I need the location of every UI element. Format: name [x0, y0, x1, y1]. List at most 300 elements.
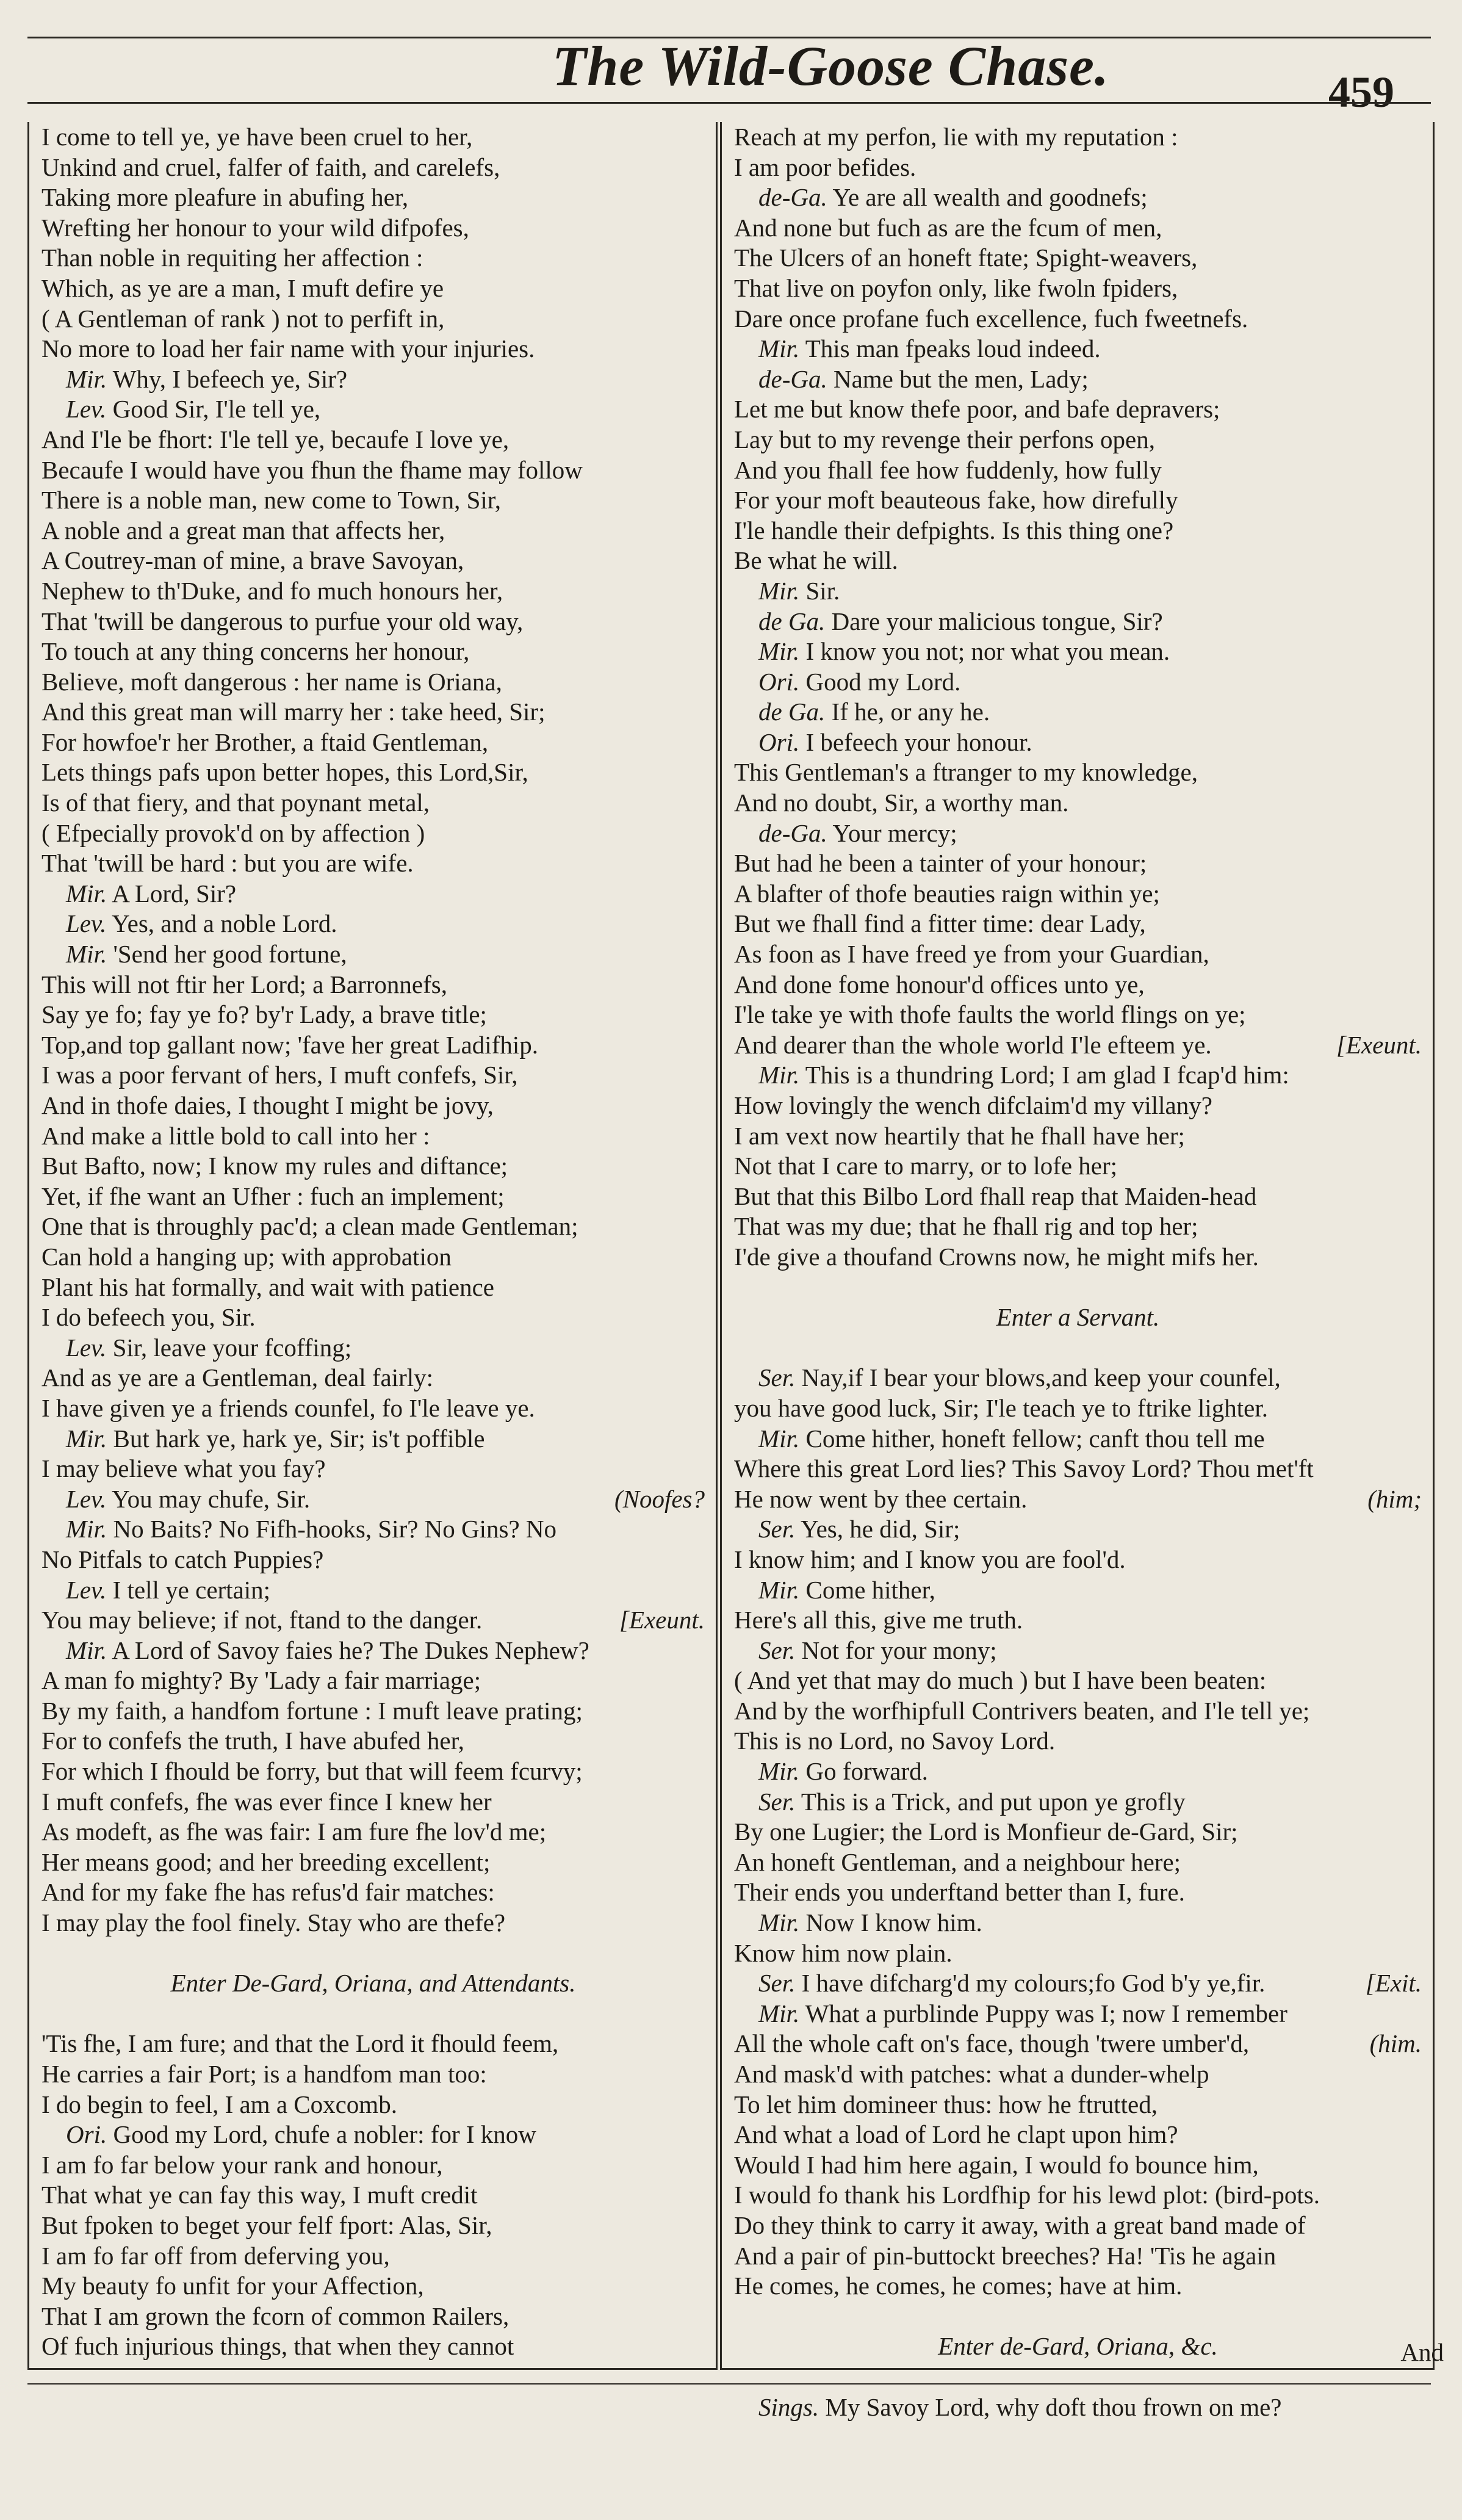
blank-line — [734, 1333, 1422, 1363]
text-line — [734, 1363, 1422, 1393]
stage-direction: Enter De-Gard, Oriana, and Attendants. — [170, 1969, 576, 1998]
speaker-prefix: Mir. — [758, 1061, 800, 1089]
line-text: Nephew to th'Duke, and fo much honours her, — [41, 576, 503, 605]
text-line — [734, 1242, 1422, 1273]
text-line — [734, 1000, 1422, 1030]
text-line — [41, 1121, 705, 1152]
text-line — [41, 2331, 705, 2362]
text-line — [734, 697, 1422, 727]
text-line — [734, 1393, 1422, 1424]
text-line — [734, 1605, 1422, 1636]
line-text: Come hither, — [805, 1575, 935, 1604]
line-text: But we fhall find a fitter time: dear Lady, — [734, 909, 1146, 938]
line-text: Good Sir, I'le tell ye, — [112, 395, 321, 424]
line-text: I have given ye a friends counfel, fo I'le leave ye. — [41, 1393, 535, 1422]
speaker-prefix: Mir. — [758, 1908, 800, 1937]
text-line — [734, 939, 1422, 970]
line-text: I would fo thank his Lordfhip for his lewd plot: (bird-pots. — [734, 2181, 1320, 2209]
running-title: The Wild-Goose Chase. — [552, 35, 1109, 97]
text-line — [734, 1454, 1422, 1484]
text-line — [41, 607, 705, 637]
line-text: To touch at any thing concerns her honour, — [41, 637, 470, 666]
text-line — [41, 1151, 705, 1182]
page-header — [27, 34, 1431, 117]
line-text: But fpoken to beget your felf fport: Alas, Sir, — [41, 2211, 492, 2239]
line-text: I do befeech you, Sir. — [41, 1303, 256, 1332]
line-text: I tell ye certain; — [112, 1575, 271, 1604]
line-text: Dare once profane fuch excellence, fuch fweetnefs. — [734, 304, 1248, 333]
line-text: I have difcharg'd my colours;fo God b'y ye,fir. — [801, 1969, 1266, 1998]
right-column — [720, 122, 1435, 2421]
line-text: What a purblinde Puppy was I; now I remember — [805, 1999, 1287, 2027]
text-line — [734, 273, 1422, 304]
line-text: I am poor befides. — [734, 153, 916, 181]
line-text: I'le handle their defpights. Is this thing one? — [734, 516, 1174, 544]
speaker-prefix: Ser. — [758, 1636, 796, 1664]
speaker-prefix: de-Ga. — [758, 818, 827, 847]
line-text: This will not ftir her Lord; a Barronnefs, — [41, 970, 447, 998]
line-text: A Lord, Sir? — [112, 879, 237, 908]
line-text: Nay,if I bear your blows,and keep your counfel, — [801, 1363, 1281, 1392]
text-line — [41, 1030, 705, 1061]
text-line — [41, 818, 705, 849]
text-line — [734, 1211, 1422, 1242]
line-text: You may believe; if not, ftand to the danger. — [41, 1606, 483, 1634]
line-text: Now I know him. — [805, 1908, 982, 1937]
text-line — [734, 182, 1422, 213]
speaker-prefix: Lev. — [66, 395, 107, 424]
speaker-prefix: de Ga. — [758, 607, 826, 635]
text-line — [41, 1787, 705, 1818]
text-line — [41, 1424, 705, 1454]
line-text: A blafter of thofe beauties raign within ye; — [734, 879, 1160, 908]
line-text: This man fpeaks loud indeed. — [805, 334, 1101, 363]
text-line — [41, 1302, 705, 1333]
line-text: For howfoe'r her Brother, a ftaid Gentleman, — [41, 727, 489, 756]
line-text: I was a poor fervant of hers, I muft confefs, Sir, — [41, 1061, 518, 1089]
line-text: Good my Lord. — [805, 667, 961, 696]
line-text: No Pitfals to catch Puppies? — [41, 1545, 324, 1573]
line-text: Good my Lord, chufe a nobler: for I know — [113, 2120, 536, 2149]
line-text: ( A Gentleman of rank ) not to perfift in, — [41, 304, 445, 333]
line-text: My Savoy Lord, why doft thou frown on me? — [825, 2392, 1282, 2421]
line-text: you have good luck, Sir; I'le teach ye to ftrike lighter. — [734, 1393, 1268, 1422]
line-text: Plant his hat formally, and wait with patience — [41, 1273, 494, 1301]
line-text: You may chufe, Sir. — [112, 1484, 311, 1513]
speaker-prefix: Mir. — [66, 1636, 107, 1664]
line-text: Becaufe I would have you fhun the fhame may follow — [41, 455, 583, 484]
line-text: An honeft Gentleman, and a neighbour here; — [734, 1847, 1181, 1876]
text-line — [41, 576, 705, 607]
speaker-prefix: Ser. — [758, 1363, 796, 1392]
speaker-prefix: Mir. — [758, 576, 800, 605]
text-line — [41, 1756, 705, 1787]
right-column-text — [734, 122, 1422, 2422]
text-line — [734, 757, 1422, 788]
text-line — [41, 1877, 705, 1908]
header-rule — [27, 102, 1431, 104]
line-text: Name but the men, Lady; — [833, 364, 1089, 393]
line-text: Your mercy; — [832, 818, 957, 847]
line-text: And none but fuch as are the fcum of men, — [734, 213, 1162, 242]
line-text: Wrefting her honour to your wild difpofes, — [41, 213, 469, 242]
speaker-prefix: Lev. — [66, 1484, 107, 1513]
text-line — [734, 1696, 1422, 1727]
text-line — [41, 394, 705, 425]
text-line — [41, 546, 705, 576]
line-text: Believe, moft dangerous : her name is Oriana, — [41, 667, 502, 696]
line-text: ( And yet that may do much ) but I have been beaten: — [734, 1666, 1267, 1695]
text-line — [41, 455, 705, 486]
line-text: There is a noble man, new come to Town, Sir, — [41, 486, 502, 514]
speaker-prefix: Ori. — [66, 2120, 107, 2149]
line-text: A Lord of Savoy faies he? The Dukes Nephew? — [112, 1636, 589, 1664]
text-line — [734, 970, 1422, 1000]
line-text: Yes, he did, Sir; — [801, 1515, 960, 1543]
text-line — [734, 1787, 1422, 1818]
line-text: Would I had him here again, I would fo bounce him, — [734, 2150, 1259, 2179]
line-text: That 'twill be hard : but you are wife. — [41, 849, 414, 878]
text-line — [734, 607, 1422, 637]
text-line — [41, 1363, 705, 1393]
text-line — [41, 697, 705, 727]
text-line — [734, 2211, 1422, 2241]
line-text: For your moft beauteous fake, how direfully — [734, 486, 1178, 514]
line-text: And I'le be fhort: I'le tell ye, becaufe I love ye, — [41, 425, 510, 453]
line-text: As modeft, as fhe was fair: I am fure fhe lov'd me; — [41, 1818, 547, 1846]
text-line — [41, 1182, 705, 1212]
text-line — [734, 1666, 1422, 1696]
speaker-prefix: Mir. — [758, 1424, 800, 1453]
line-text: Yes, and a noble Lord. — [112, 909, 337, 938]
line-text: That 'twill be dangerous to purfue your old way, — [41, 607, 524, 635]
speaker-prefix: Mir. — [758, 1575, 800, 1604]
speaker-prefix: Mir. — [758, 1757, 800, 1786]
line-text: As foon as I have freed ye from your Guardian, — [734, 940, 1209, 969]
text-line — [41, 243, 705, 273]
line-text: By one Lugier; the Lord is Monfieur de-Gard, Sir; — [734, 1818, 1238, 1846]
line-text: Come hither, honeft fellow; canft thou tell me — [805, 1424, 1265, 1453]
text-line — [41, 909, 705, 939]
text-line — [41, 2090, 705, 2120]
text-line — [734, 1424, 1422, 1454]
text-line — [41, 1454, 705, 1484]
line-text: No Baits? No Fifh-hooks, Sir? No Gins? No — [113, 1515, 557, 1543]
text-line — [734, 1514, 1422, 1545]
stage-direction-inline: [Exeunt. — [619, 1606, 705, 1634]
stage-direction-inline: (him. — [1369, 2029, 1422, 2058]
speaker-prefix: Lev. — [66, 909, 107, 938]
catchword: And — [1400, 2338, 1444, 2366]
text-line — [734, 153, 1422, 183]
speaker-prefix: Mir. — [758, 1999, 800, 2027]
text-line — [41, 1000, 705, 1030]
line-text: And for my fake fhe has refus'd fair matches: — [41, 1878, 495, 1907]
text-line — [41, 516, 705, 546]
text-line — [734, 1726, 1422, 1756]
line-text: I'le take ye with thofe faults the world flings on ye; — [734, 1000, 1246, 1029]
line-text: Her means good; and her breeding excellent; — [41, 1847, 491, 1876]
speaker-prefix: Lev. — [66, 1575, 107, 1604]
text-line — [734, 394, 1422, 425]
line-text: Sir. — [805, 576, 840, 605]
text-line — [41, 1273, 705, 1303]
text-line — [41, 1696, 705, 1727]
text-line — [41, 939, 705, 970]
text-line — [734, 2059, 1422, 2090]
line-text: I'de give a thoufand Crowns now, he might mifs her. — [734, 1242, 1259, 1271]
text-line — [734, 485, 1422, 516]
text-line — [41, 334, 705, 364]
text-line — [734, 122, 1422, 153]
speaker-prefix: Ser. — [758, 1787, 796, 1816]
text-line — [41, 1847, 705, 1878]
line-text: That live on poyfon only, like fwoln fpiders, — [734, 273, 1178, 302]
text-line — [734, 1151, 1422, 1182]
speaker-prefix: de Ga. — [758, 698, 826, 726]
line-text: How lovingly the wench difclaim'd my villany? — [734, 1091, 1212, 1119]
line-text: And make a little bold to call into her : — [41, 1121, 430, 1150]
line-text: This is no Lord, no Savoy Lord. — [734, 1727, 1056, 1755]
text-line — [41, 2059, 705, 2090]
text-line — [41, 2241, 705, 2272]
text-line — [734, 1999, 1422, 2029]
text-line — [41, 1545, 705, 1575]
text-line — [734, 364, 1422, 395]
line-text: I am fo far below your rank and honour, — [41, 2150, 443, 2179]
line-text: That what ye can fay this way, I muft credit — [41, 2181, 478, 2209]
text-line — [41, 970, 705, 1000]
text-line — [41, 182, 705, 213]
text-line — [41, 1514, 705, 1545]
text-line — [41, 1817, 705, 1847]
text-line — [734, 2090, 1422, 2120]
line-text: Dare your malicious tongue, Sir? — [831, 607, 1163, 635]
text-line — [734, 727, 1422, 758]
text-line — [734, 1121, 1422, 1152]
line-text: Can hold a hanging up; with approbation — [41, 1242, 452, 1271]
text-line — [734, 1938, 1422, 1969]
text-line — [734, 2120, 1422, 2150]
speaker-prefix: Mir. — [66, 1424, 107, 1453]
blank-line — [734, 2302, 1422, 2332]
blank-line — [734, 2362, 1422, 2392]
line-text: Yet, if fhe want an Ufher : fuch an implement; — [41, 1182, 505, 1210]
line-text: Do they think to carry it away, with a great band made of — [734, 2211, 1306, 2239]
line-text: Taking more pleafure in abufing her, — [41, 183, 409, 212]
text-line — [41, 788, 705, 818]
text-line — [41, 1575, 705, 1606]
line-text: Ye are all wealth and goodnefs; — [832, 183, 1148, 212]
text-line — [734, 455, 1422, 486]
text-line — [41, 2180, 705, 2211]
speaker-prefix: Mir. — [66, 879, 107, 908]
line-text: And you fhall fee how fuddenly, how fully — [734, 455, 1162, 484]
speaker-prefix: Sings. — [758, 2392, 819, 2421]
text-line — [734, 667, 1422, 698]
line-text: And this great man will marry her : take heed, Sir; — [41, 698, 546, 726]
text-line — [734, 1847, 1422, 1878]
stage-direction-inline: [Exeunt. — [1336, 1030, 1422, 1059]
line-text: I know him; and I know you are fool'd. — [734, 1545, 1126, 1573]
line-text: I may believe what you fay? — [41, 1454, 326, 1483]
text-line — [734, 516, 1422, 546]
page-number: 459 — [1328, 68, 1394, 117]
line-text: He carries a fair Port; is a handfom man too: — [41, 2060, 487, 2088]
text-line — [734, 848, 1422, 879]
text-line — [41, 2120, 705, 2150]
line-text: For which I fhould be forry, but that will feem fcurvy; — [41, 1757, 583, 1786]
line-text: And in thofe daies, I thought I might be jovy, — [41, 1091, 494, 1119]
text-line — [41, 2302, 705, 2332]
line-text: All the whole caft on's face, though 'twere umber'd, — [734, 2029, 1250, 2058]
text-line — [734, 1636, 1422, 1666]
text-line — [41, 848, 705, 879]
line-text: Their ends you underftand better than I, fure. — [734, 1878, 1185, 1907]
line-text: I do begin to feel, I am a Coxcomb. — [41, 2090, 397, 2118]
line-text: He comes, he comes, he comes; have at him. — [734, 2272, 1183, 2300]
line-text: Sir, leave your fcoffing; — [112, 1333, 352, 1362]
line-text: No more to load her fair name with your injuries. — [41, 334, 535, 363]
line-text: This is a thundring Lord; I am glad I fcap'd him: — [805, 1061, 1289, 1089]
text-line — [41, 1908, 705, 1938]
line-text: And as ye are a Gentleman, deal fairly: — [41, 1363, 434, 1392]
line-text: If he, or any he. — [831, 698, 990, 726]
text-line — [734, 1817, 1422, 1847]
line-text: But had he been a tainter of your honour; — [734, 849, 1147, 878]
line-text: Which, as ye are a man, I muft defire ye — [41, 273, 444, 302]
blank-line — [41, 1999, 705, 2029]
line-text: Lets things pafs upon better hopes, this Lord,Sir, — [41, 758, 528, 787]
text-line — [734, 1968, 1422, 1999]
text-line — [41, 2271, 705, 2302]
line-text: But hark ye, hark ye, Sir; is't poffible — [113, 1424, 485, 1453]
line-text: A Coutrey-man of mine, a brave Savoyan, — [41, 546, 464, 575]
stage-direction-inline: [Exit. — [1365, 1969, 1422, 1998]
line-text: ( Efpecially provok'd on by affection ) — [41, 818, 425, 847]
line-text: And what a load of Lord he clapt upon him? — [734, 2120, 1178, 2149]
line-text: Where this great Lord lies? This Savoy Lord? Thou met'ft — [734, 1454, 1314, 1483]
line-text: Of fuch injurious things, that when they cannot — [41, 2332, 514, 2361]
line-text: I befeech your honour. — [805, 727, 1032, 756]
text-line — [41, 1726, 705, 1756]
text-line — [734, 1908, 1422, 1938]
line-text: Why, I befeech ye, Sir? — [112, 364, 348, 393]
text-line — [41, 757, 705, 788]
left-column-text — [41, 122, 705, 2362]
line-text: I may play the fool finely. Stay who are thefe? — [41, 1908, 506, 1937]
speaker-prefix: Ori. — [758, 667, 800, 696]
speaker-prefix: Mir. — [66, 364, 107, 393]
text-line — [734, 2241, 1422, 2272]
text-line — [734, 243, 1422, 273]
line-text: The Ulcers of an honeft ftate; Spight-weavers, — [734, 244, 1198, 272]
line-text: And dearer than the whole world I'le efteem ye. — [734, 1030, 1212, 1059]
text-line — [734, 2180, 1422, 2211]
text-line — [41, 2150, 705, 2181]
text-line — [41, 1211, 705, 1242]
line-text: Not that I care to marry, or to lofe her; — [734, 1152, 1118, 1180]
text-line — [734, 2271, 1422, 2302]
text-line — [734, 818, 1422, 849]
line-text: Top,and top gallant now; 'fave her great Ladifhip. — [41, 1030, 538, 1059]
line-text: By my faith, a handfom fortune : I muft leave prating; — [41, 1696, 583, 1725]
line-text: And a pair of pin-buttockt breeches? Ha! 'Tis he again — [734, 2241, 1277, 2270]
stage-direction: Enter a Servant. — [996, 1303, 1160, 1332]
line-text: 'Tis fhe, I am fure; and that the Lord it fhould feem, — [41, 2029, 559, 2058]
line-text: One that is throughly pac'd; a clean made Gentleman; — [41, 1212, 578, 1241]
text-line — [41, 364, 705, 395]
line-text: I come to tell ye, ye have been cruel to her, — [41, 123, 473, 151]
line-text: And by the worfhipfull Contrivers beaten, and I'le tell ye; — [734, 1696, 1310, 1725]
text-line — [41, 1242, 705, 1273]
line-text: Is of that fiery, and that poynant metal, — [41, 789, 430, 817]
text-line — [41, 1484, 705, 1515]
speaker-prefix: Ser. — [758, 1515, 796, 1543]
text-line — [41, 485, 705, 516]
line-text: I muft confefs, fhe was ever fince I knew her — [41, 1787, 492, 1816]
text-line — [734, 1091, 1422, 1121]
line-text: A man fo mighty? By 'Lady a fair marriage; — [41, 1666, 481, 1695]
line-text: A noble and a great man that affects her, — [41, 516, 445, 544]
line-text: Say ye fo; fay ye fo? by'r Lady, a brave title; — [41, 1000, 487, 1029]
text-line — [734, 2150, 1422, 2181]
stage-direction: Enter de-Gard, Oriana, &c. — [938, 2332, 1218, 2361]
text-line — [734, 576, 1422, 607]
text-line — [41, 2029, 705, 2059]
text-line — [41, 1091, 705, 1121]
line-text: This Gentleman's a ftranger to my knowledge, — [734, 758, 1198, 787]
text-line — [41, 273, 705, 304]
line-text: Unkind and cruel, falfer of faith, and carelefs, — [41, 153, 500, 181]
line-text: Let me but know thefe poor, and bafe depravers; — [734, 395, 1220, 424]
line-text: Be what he will. — [734, 546, 898, 575]
line-text: 'Send her good fortune, — [113, 940, 347, 969]
text-line — [734, 1756, 1422, 1787]
speaker-prefix: de-Ga. — [758, 364, 827, 393]
text-line — [41, 153, 705, 183]
line-text: Not for your mony; — [801, 1636, 997, 1664]
speaker-prefix: Ser. — [758, 1969, 796, 1998]
text-line — [734, 1575, 1422, 1606]
line-text: But that this Bilbo Lord fhall reap that Maiden-head — [734, 1182, 1257, 1210]
text-line — [41, 425, 705, 455]
text-line — [41, 213, 705, 244]
line-text: Go forward. — [805, 1757, 928, 1786]
stage-direction-inline: (him; — [1367, 1484, 1422, 1513]
text-line — [734, 1030, 1422, 1061]
blank-line — [41, 1938, 705, 1969]
speaker-prefix: Mir. — [758, 637, 800, 666]
speaker-prefix: Lev. — [66, 1333, 107, 1362]
line-text: Lay but to my revenge their perfons open, — [734, 425, 1155, 453]
line-text: To let him domineer thus: how he ftrutted, — [734, 2090, 1158, 2118]
text-line — [41, 637, 705, 667]
text-line — [41, 2211, 705, 2241]
left-column — [27, 122, 718, 2370]
text-line — [734, 213, 1422, 244]
line-text: My beauty fo unfit for your Affection, — [41, 2272, 424, 2300]
line-text: I know you not; nor what you mean. — [805, 637, 1170, 666]
line-text: He now went by thee certain. — [734, 1484, 1028, 1513]
line-text: Than noble in requiting her affection : — [41, 244, 423, 272]
line-text: This is a Trick, and put upon ye grofly — [801, 1787, 1186, 1816]
text-line — [734, 425, 1422, 455]
line-text: For to confefs the truth, I have abufed her, — [41, 1727, 464, 1755]
text-line — [41, 1605, 705, 1636]
line-text: And no doubt, Sir, a worthy man. — [734, 789, 1069, 817]
speaker-prefix: Mir. — [758, 334, 800, 363]
